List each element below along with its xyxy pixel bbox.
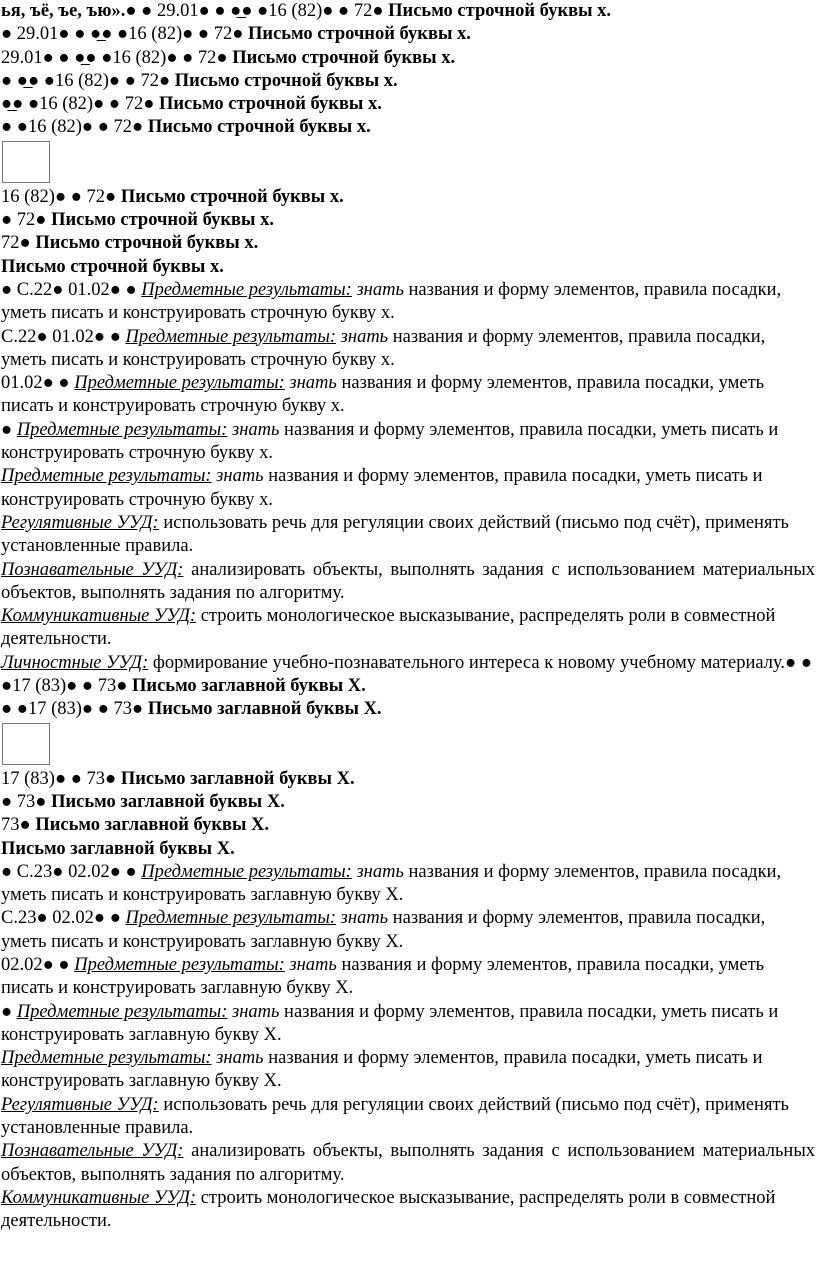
results-label: Предметные результаты: — [141, 861, 352, 882]
header-line — [1, 768, 815, 791]
results-text: названия и форму элементов, правила посадки, уметь писать и конструировать заглавную букву Х. — [1, 954, 765, 999]
results-text: названия и форму элементов, правила посадки, уметь писать и конструировать строчную букву х. — [1, 419, 779, 464]
uud-label: Коммуникативные УУД: — [1, 1187, 197, 1208]
results-label: Предметные результаты: — [141, 279, 352, 300]
uud-text: анализировать объекты, выполнять задания с использованием материальных объектов, выполнять задания по алгоритму. — [1, 559, 815, 603]
communicative-uud — [1, 1187, 815, 1234]
lesson-title: Письмо строчной буквы х. — [174, 70, 398, 91]
header-codes: ● ● ●17 (83)● ● 73● — [1, 652, 812, 697]
header-line — [1, 838, 815, 861]
header-codes: ● ●̲● ●16 (82)● ● 72● — [1, 70, 175, 91]
uud-label: Познавательные УУД: — [1, 1141, 184, 1162]
header-line — [1, 186, 815, 209]
results-verb: знать — [216, 466, 264, 487]
regulatory-uud — [1, 1094, 815, 1141]
header-codes: 29.01● ● ●̲● ●16 (82)● ● 72● — [1, 47, 233, 68]
header-codes: 73● — [1, 815, 36, 836]
header-line — [1, 814, 815, 837]
results-verb: знать — [216, 1048, 264, 1069]
results-verb: знать — [340, 326, 389, 347]
results-codes: ● С.23● 02.02● ● — [1, 861, 142, 882]
subject-results — [1, 954, 815, 1001]
lesson-title: Письмо строчной буквы х. — [147, 117, 371, 138]
subject-results — [1, 1047, 815, 1094]
header-line — [1, 0, 815, 23]
uud-text: использовать речь для регуляции своих действий (письмо под счёт), применять установленные правила. — [1, 1094, 789, 1139]
results-label: Предметные результаты: — [16, 419, 228, 440]
uud-text: строить монологическое высказывание, распределять роли в совместной деятельности. — [1, 1187, 776, 1232]
header-codes: 17 (83)● ● 73● — [1, 768, 121, 789]
header-codes: ● 73● — [1, 791, 52, 812]
uud-text: строить монологическое высказывание, распределять роли в совместной деятельности. — [1, 606, 776, 650]
uud-text: использовать речь для регуляции своих действий (письмо под счёт), применять установленные правила. — [1, 512, 789, 557]
header-line — [1, 70, 815, 93]
regulatory-uud — [1, 512, 815, 559]
header-line — [1, 232, 815, 255]
lesson-title: Письмо заглавной буквы Х. — [51, 791, 285, 812]
header-bold-lead: ья, ъё, ъе, ъю». — [1, 1, 126, 21]
results-text: названия и форму элементов, правила посадки, уметь писать и конструировать строчную букву х. — [1, 373, 765, 417]
subject-results — [1, 1001, 815, 1048]
lesson-title: Письмо строчной буквы х. — [232, 47, 456, 68]
subject-results — [1, 326, 815, 373]
results-verb: знать — [231, 1001, 280, 1022]
subject-results — [1, 465, 815, 512]
lesson-title: Письмо строчной буквы х. — [35, 233, 259, 254]
header-line — [1, 256, 815, 279]
lesson-title: Письмо строчной буквы х. — [388, 1, 612, 21]
subject-results — [1, 419, 815, 466]
header-line — [1, 116, 815, 139]
results-verb: знать — [340, 908, 389, 929]
results-verb: знать — [231, 419, 280, 440]
results-verb: знать — [289, 373, 337, 394]
cognitive-uud — [1, 1140, 815, 1187]
results-codes: ● С.22● 01.02● ● — [1, 279, 142, 300]
personal-uud — [1, 652, 815, 699]
header-codes: 72● — [1, 233, 36, 254]
cognitive-uud — [1, 559, 815, 606]
header-codes: ● ●16 (82)● ● 72● — [1, 117, 148, 138]
results-codes: С.23● 02.02● ● — [1, 908, 126, 929]
results-text: названия и форму элементов, правила посадки, уметь писать и конструировать заглавную букву Х. — [1, 908, 766, 952]
uud-text: формирование учебно-познавательного интереса к новому учебному материалу. — [148, 652, 786, 673]
lesson-title: Письмо строчной буквы х. — [159, 94, 382, 115]
header-codes: ● 29.01● ● ●̲● ●16 (82)● ● 72● — [1, 24, 249, 45]
lesson-title: Письмо строчной буквы х. — [51, 210, 274, 231]
lesson-title: Письмо заглавной буквы Х. — [147, 699, 382, 720]
uud-label: Регулятивные УУД: — [1, 512, 159, 533]
uud-label: Регулятивные УУД: — [1, 1094, 159, 1115]
uud-label: Познавательные УУД: — [1, 559, 184, 580]
subject-results — [1, 861, 815, 908]
lesson-title: Письмо строчной буквы х. — [1, 256, 224, 277]
uud-text: анализировать объекты, выполнять задания с использованием материальных объектов, выполнять задания по алгоритму. — [1, 1141, 815, 1185]
results-codes: 02.02● ● — [1, 954, 75, 975]
lesson-title: Письмо заглавной буквы Х. — [120, 768, 355, 789]
results-label: Предметные результаты: — [16, 1001, 228, 1022]
header-line — [1, 791, 815, 814]
header-line — [1, 23, 815, 46]
uud-label: Коммуникативные УУД: — [1, 606, 197, 627]
header-codes: ● ● 29.01● ● ●̲● ●16 (82)● ● 72● — [125, 1, 389, 21]
subject-results — [1, 907, 815, 954]
lesson-title: Письмо заглавной буквы Х. — [132, 676, 366, 697]
results-codes: ● — [1, 1001, 17, 1022]
header-line — [1, 47, 815, 70]
results-codes: ● — [1, 419, 17, 440]
results-text: названия и форму элементов, правила посадки, уметь писать и конструировать строчную букву х. — [1, 279, 782, 324]
results-text: названия и форму элементов, правила посадки, уметь писать и конструировать строчную букву х. — [1, 466, 763, 510]
lesson-title: Письмо заглавной буквы Х. — [1, 838, 235, 859]
results-label: Предметные результаты: — [125, 326, 337, 347]
results-text: названия и форму элементов, правила посадки, уметь писать и конструировать заглавную букву Х. — [1, 1048, 763, 1092]
results-codes: С.22● 01.02● ● — [1, 326, 126, 347]
subject-results — [1, 372, 815, 419]
results-verb: знать — [356, 861, 404, 882]
results-label: Предметные результаты: — [74, 954, 285, 975]
results-text: названия и форму элементов, правила посадки, уметь писать и конструировать заглавную букву Х. — [1, 861, 782, 906]
header-codes: 16 (82)● ● 72● — [1, 186, 121, 207]
results-label: Предметные результаты: — [1, 466, 212, 487]
results-codes: 01.02● ● — [1, 373, 75, 394]
results-verb: знать — [356, 279, 404, 300]
header-codes: ● 72● — [1, 210, 52, 231]
uud-label: Личностные УУД: — [1, 652, 149, 673]
header-line — [1, 93, 815, 116]
lesson-title: Письмо заглавной буквы Х. — [35, 815, 270, 836]
document-page — [1, 0, 815, 1234]
results-text: названия и форму элементов, правила посадки, уметь писать и конструировать строчную букву х. — [1, 326, 766, 370]
header-codes: ●̲● ●16 (82)● ● 72● — [1, 94, 159, 115]
header-line — [1, 209, 815, 232]
header-codes: ● ●17 (83)● ● 73● — [1, 699, 148, 720]
empty-table-cell — [2, 723, 50, 765]
header-line — [1, 698, 815, 721]
empty-table-cell — [2, 141, 50, 183]
subject-results — [1, 279, 815, 326]
lesson-section — [1, 698, 815, 1233]
lesson-title: Письмо строчной буквы х. — [248, 24, 471, 45]
results-label: Предметные результаты: — [125, 908, 337, 929]
lesson-title: Письмо строчной буквы х. — [120, 186, 344, 207]
results-text: названия и форму элементов, правила посадки, уметь писать и конструировать заглавную букву Х. — [1, 1001, 779, 1045]
results-verb: знать — [289, 954, 337, 975]
communicative-uud — [1, 605, 815, 652]
lesson-section — [1, 0, 815, 698]
results-label: Предметные результаты: — [74, 373, 285, 394]
results-label: Предметные результаты: — [1, 1048, 212, 1069]
